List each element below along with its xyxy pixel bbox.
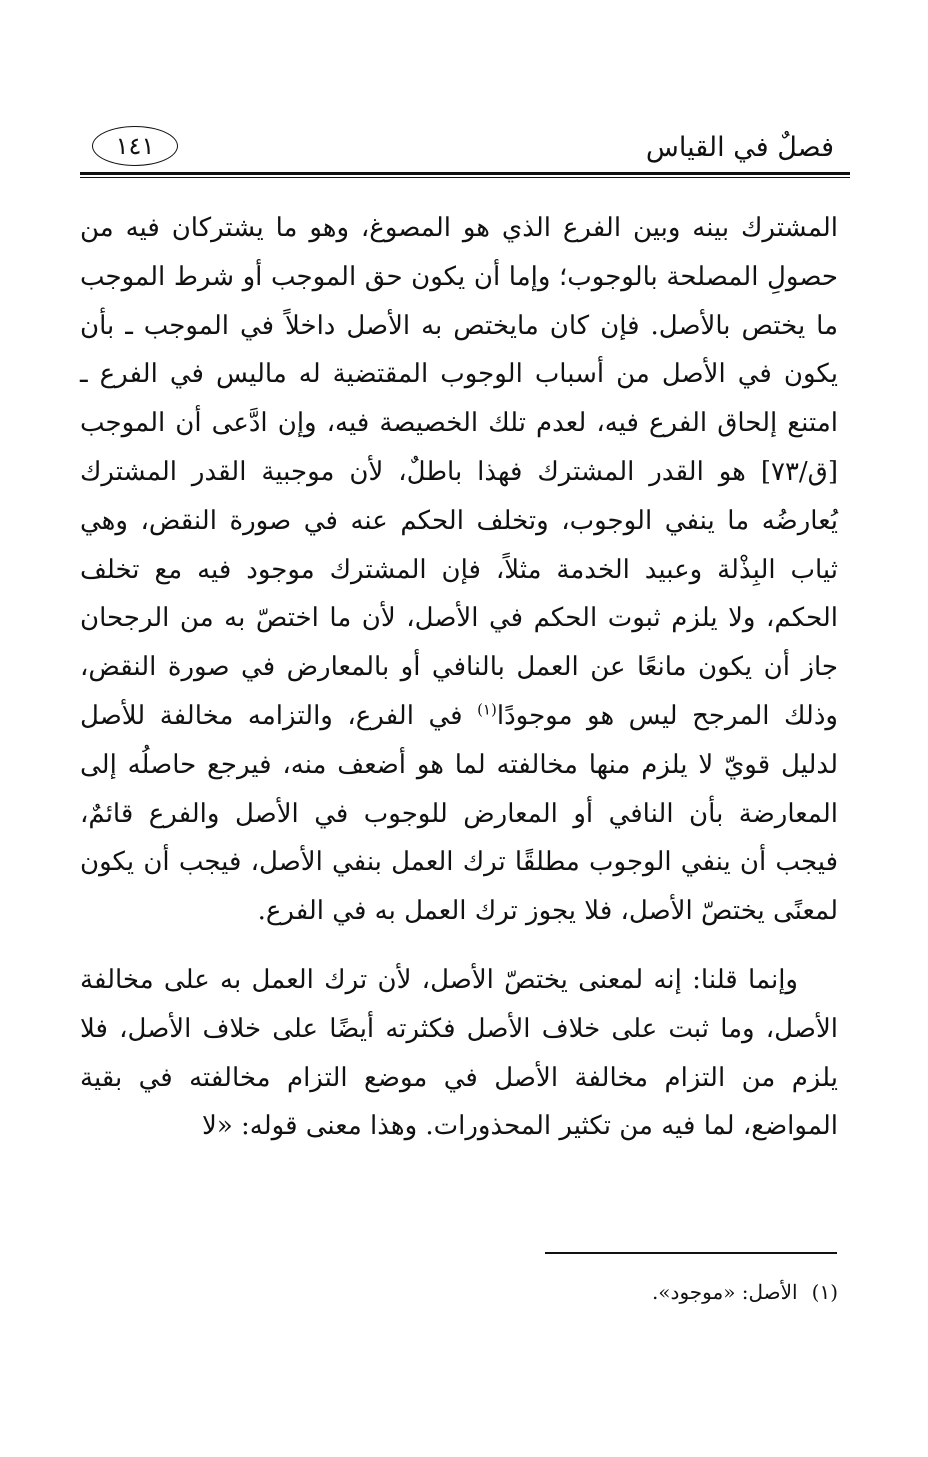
footnote-number: (١) bbox=[811, 1280, 838, 1304]
footnote-text: الأصل: «موجود». bbox=[651, 1280, 798, 1304]
footnote-reference: (١) bbox=[477, 700, 497, 719]
paragraph-1-text: المشترك بينه وبين الفرع الذي هو المصوغ، وهو ما يشتركان فيه من حصولِ المصلحة بالوجوب؛ وإما أن يكون حق الموجب أو شرط الموجب ما يختص بالأصل. فإن كان مايختص به الأصل داخلاً في الموجب ـ بأن يكون في الأصل من أسباب الوجوب المقتضية له ماليس في الفرع ـ امتنع إلحاق الفرع فيه، لعدم تلك الخصيصة فيه، وإن ادَّعى أن الموجب [ق/٧٣] هو القدر المشترك فهذا باطلٌ، لأن موجبية القدر المشترك يُعارضُه ما ينفي الوجوب، وتخلف الحكم عنه في صورة النقض، وهي ثياب البِذْلة وعبيد الخدمة مثلاً، فإن المشترك موجود فيه مع تخلف الحكم، ولا يلزم ثبوت الحكم في الأصل، لأن ما اختصّ به من الرجحان جاز أن يكون مانعًا عن العمل بالنافي أو بالمعارض في صورة النقض، وذلك المرجح ليس هو موجودًا bbox=[80, 213, 838, 731]
paragraph-1 bbox=[80, 204, 838, 936]
header-rule-thin bbox=[80, 177, 850, 178]
header-rule-thick bbox=[80, 172, 850, 175]
main-text bbox=[80, 204, 838, 1151]
running-header bbox=[80, 126, 850, 172]
running-title: فصلٌ في القياس bbox=[645, 132, 834, 163]
paragraph-2: وإنما قلنا: إنه لمعنى يختصّ الأصل، لأن ترك العمل به على مخالفة الأصل، وما ثبت على خلاف الأصل فكثرته أيضًا على خلاف الأصل، فلا يلزم من التزام مخالفة الأصل في موضع التزام مخالفته في بقية المواضع، لما فيه من تكثير المحذورات. وهذا معنى قوله: «لا bbox=[80, 964, 838, 1142]
page-number: ١٤١ bbox=[92, 126, 178, 166]
footnote-separator bbox=[545, 1252, 837, 1254]
paragraph-1-continuation: في الفرع، والتزامه مخالفة للأصل لدليل قويّ لا يلزم منها مخالفته لما هو أضعف منه، فيرجع حاصلُه إلى المعارضة بأن النافي أو المعارض للوجوب في الأصل والفرع قائمٌ، فيجب أن ينفي الوجوب مطلقًا ترك العمل بنفي الأصل، فيجب أن يكون لمعنًى يختصّ الأصل، فلا يجوز ترك العمل به في الفرع. bbox=[80, 700, 838, 927]
footnote bbox=[238, 1275, 838, 1309]
